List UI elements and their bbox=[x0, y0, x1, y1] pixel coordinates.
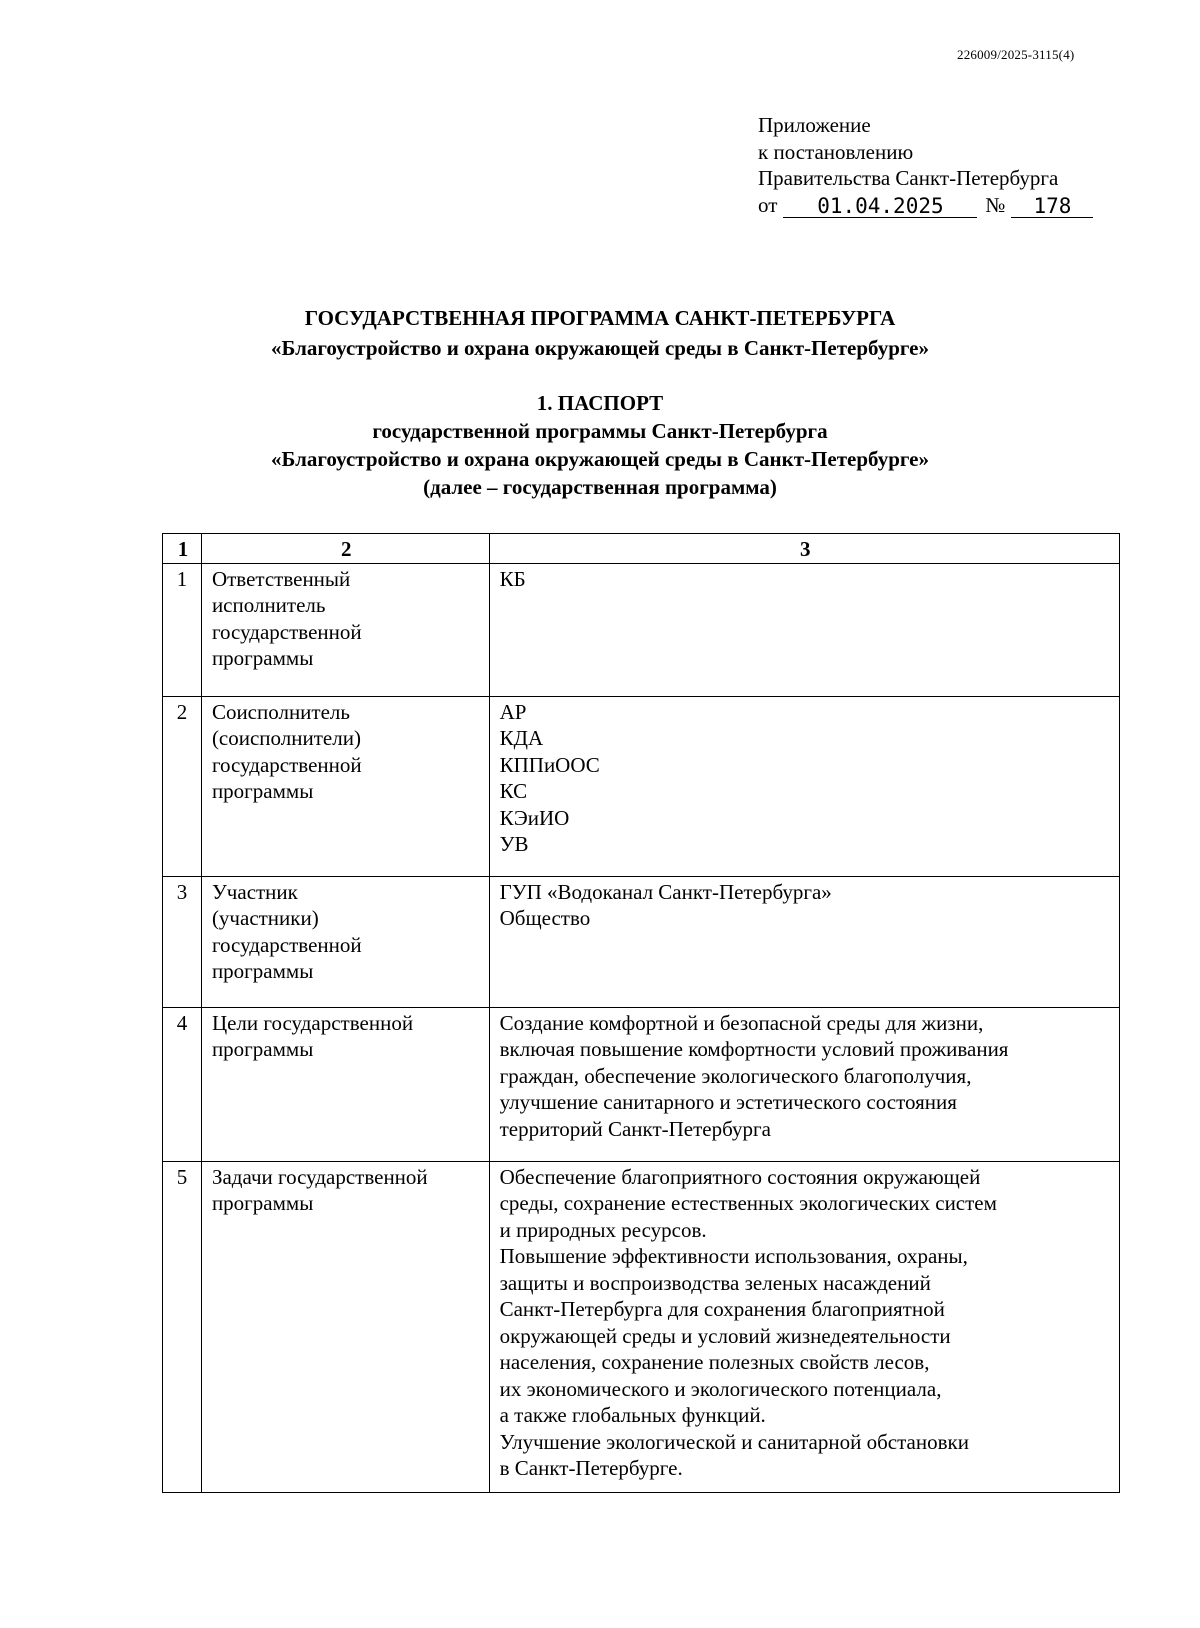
row-value-cell bbox=[489, 696, 1119, 876]
row-value-line: окружающей среды и условий жизнедеятельности bbox=[499, 1323, 951, 1348]
table-header-cell: 2 bbox=[201, 534, 489, 564]
passport-heading bbox=[0, 389, 1200, 501]
row-label-line: программы bbox=[211, 1037, 314, 1061]
row-number-cell: 5 bbox=[163, 1161, 202, 1492]
row-value-line: их экономического и экологического потенциала, bbox=[499, 1376, 942, 1401]
table-row bbox=[163, 1007, 1120, 1161]
row-label-line: государственной bbox=[211, 752, 362, 777]
row-value-line: а также глобальных функций. bbox=[499, 1403, 766, 1427]
row-label-cell bbox=[201, 1161, 489, 1492]
row-value-line: Улучшение экологической и санитарной обстановки bbox=[499, 1429, 969, 1454]
row-number-cell: 1 bbox=[163, 563, 202, 696]
row-label-line: программы bbox=[211, 959, 314, 983]
row-value-line: Санкт-Петербурга для сохранения благоприятной bbox=[499, 1297, 945, 1321]
row-value-line: и природных ресурсов. bbox=[499, 1217, 707, 1242]
row-value-line: УВ bbox=[499, 832, 529, 856]
row-label-line: исполнитель bbox=[211, 593, 326, 617]
row-value-cell bbox=[489, 1161, 1119, 1492]
table-header-cell: 3 bbox=[489, 534, 1119, 564]
row-label-line: (участники) bbox=[211, 906, 319, 930]
row-label-line: Соисполнитель bbox=[211, 699, 350, 724]
row-label-line: государственной bbox=[211, 619, 362, 644]
row-value-line: включая повышение комфортности условий проживания bbox=[499, 1037, 1009, 1061]
row-label-line: программы bbox=[211, 1191, 314, 1215]
appendix-line-3: Правительства Санкт-Петербурга bbox=[758, 166, 1059, 190]
passport-heading-line-4: (далее – государственная программа) bbox=[423, 475, 777, 499]
document-registration-number: 226009/2025-3115(4) bbox=[957, 47, 1075, 62]
row-value-line: Создание комфортной и безопасной среды для жизни, bbox=[499, 1010, 984, 1035]
table-header-row bbox=[163, 534, 1120, 564]
row-value-line: улучшение санитарного и эстетического состояния bbox=[499, 1090, 957, 1114]
row-label-line: программы bbox=[211, 779, 314, 803]
row-value-line: населения, сохранение полезных свойств лесов, bbox=[499, 1350, 930, 1374]
row-label-line: Цели государственной bbox=[211, 1010, 414, 1035]
passport-heading-line-2: государственной программы Санкт-Петербурга bbox=[372, 419, 828, 443]
row-value-cell bbox=[489, 1007, 1119, 1161]
appendix-date-line bbox=[758, 192, 1093, 219]
number-prefix: № bbox=[985, 192, 1006, 217]
row-label-line: программы bbox=[211, 646, 314, 670]
row-value-cell bbox=[489, 876, 1119, 1007]
appendix-line-1: Приложение bbox=[758, 113, 871, 137]
row-value-line: территорий Санкт-Петербурга bbox=[499, 1116, 771, 1141]
row-value-cell bbox=[489, 563, 1119, 696]
row-value-line: в Санкт-Петербурге. bbox=[499, 1456, 683, 1480]
row-label-line: Задачи государственной bbox=[211, 1164, 428, 1189]
row-label-line: (соисполнители) bbox=[211, 726, 361, 750]
row-value-line: Обеспечение благоприятного состояния окружающей bbox=[499, 1164, 981, 1189]
row-value-line: КЭиИО bbox=[499, 805, 570, 830]
appendix-block bbox=[758, 112, 1093, 218]
program-title bbox=[0, 303, 1200, 363]
program-title-line-1: ГОСУДАРСТВЕННАЯ ПРОГРАММА САНКТ-ПЕТЕРБУРГА bbox=[304, 306, 896, 330]
row-value-line: КДА bbox=[499, 726, 544, 750]
table-row bbox=[163, 1161, 1120, 1492]
passport-table bbox=[162, 533, 1120, 1493]
row-label-line: Участник bbox=[211, 879, 298, 904]
row-value-line: КППиООС bbox=[499, 752, 600, 777]
row-label-cell bbox=[201, 1007, 489, 1161]
row-number-cell: 2 bbox=[163, 696, 202, 876]
table-row bbox=[163, 876, 1120, 1007]
resolution-date: 01.04.2025 bbox=[783, 195, 977, 218]
row-value-line: АР bbox=[499, 699, 527, 724]
table-row bbox=[163, 696, 1120, 876]
date-prefix: от bbox=[758, 192, 778, 217]
row-value-line: ГУП «Водоканал Санкт-Петербурга» bbox=[499, 879, 832, 904]
passport-heading-line-1: 1. ПАСПОРТ bbox=[536, 391, 664, 415]
row-number-cell: 4 bbox=[163, 1007, 202, 1161]
row-value-line: Общество bbox=[499, 906, 591, 930]
resolution-number: 178 bbox=[1011, 195, 1093, 218]
table-row bbox=[163, 563, 1120, 696]
passport-heading-line-3: «Благоустройство и охрана окружающей среды в Санкт-Петербурге» bbox=[271, 447, 929, 471]
row-label-cell bbox=[201, 696, 489, 876]
program-title-line-2: «Благоустройство и охрана окружающей среды в Санкт-Петербурге» bbox=[271, 336, 929, 360]
appendix-line-2: к постановлению bbox=[758, 139, 914, 164]
row-value-line: среды, сохранение естественных экологических систем bbox=[499, 1191, 997, 1215]
row-value-line: Повышение эффективности использования, охраны, bbox=[499, 1244, 968, 1268]
row-value-line: КС bbox=[499, 779, 528, 803]
table-header-cell: 1 bbox=[163, 534, 202, 564]
row-value-line: защиты и воспроизводства зеленых насаждений bbox=[499, 1270, 931, 1295]
row-number-cell: 3 bbox=[163, 876, 202, 1007]
row-value-line: граждан, обеспечение экологического благополучия, bbox=[499, 1063, 972, 1088]
row-label-cell bbox=[201, 563, 489, 696]
row-label-line: Ответственный bbox=[211, 566, 351, 591]
row-label-cell bbox=[201, 876, 489, 1007]
row-value-line: КБ bbox=[499, 566, 526, 591]
row-label-line: государственной bbox=[211, 932, 362, 957]
